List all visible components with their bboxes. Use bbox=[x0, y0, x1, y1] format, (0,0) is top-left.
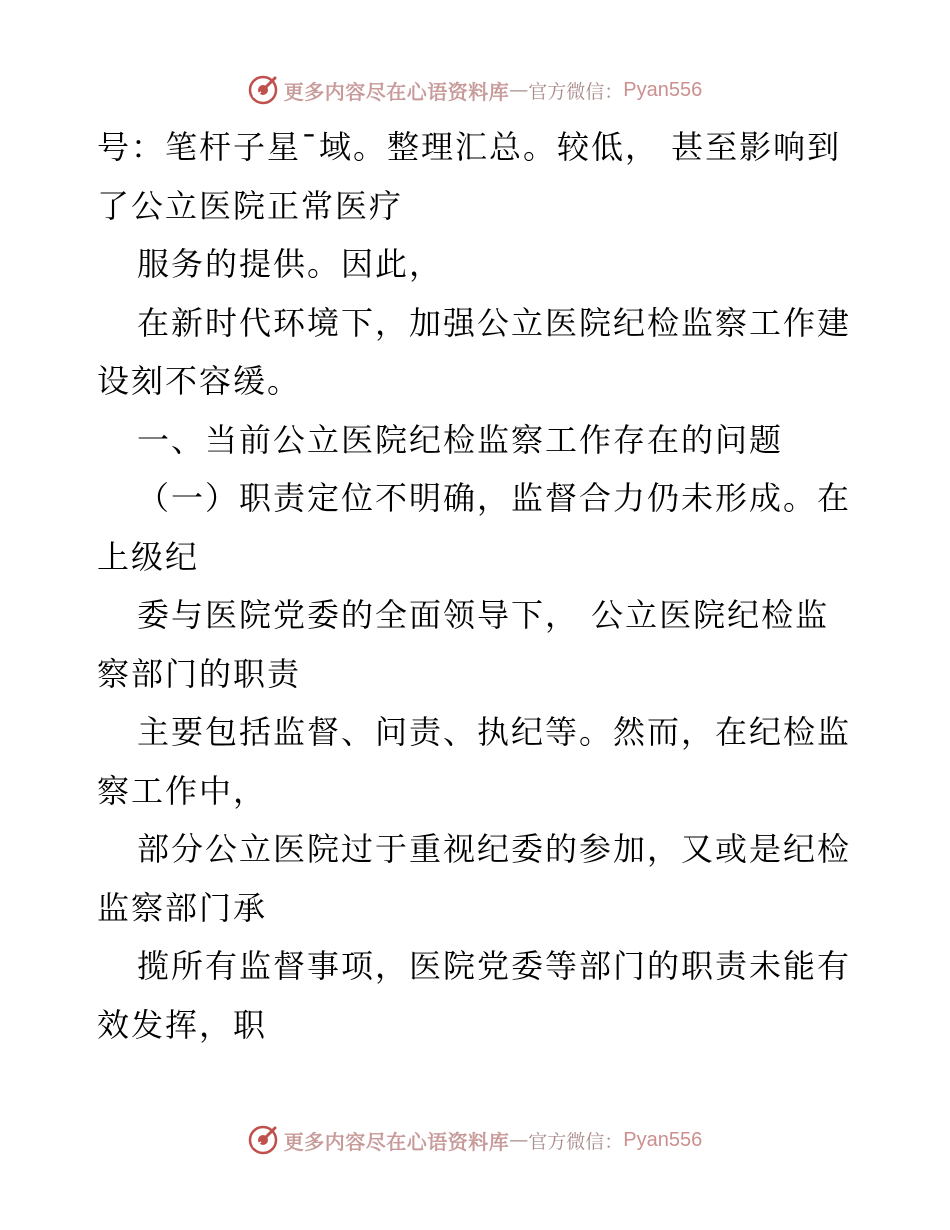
body-line: 部分公立医院过于重视纪委的参加，又或是纪检 bbox=[137, 830, 852, 868]
document-body bbox=[97, 118, 857, 1054]
body-line: 上级纪 bbox=[97, 537, 200, 576]
header-watermark-banner bbox=[0, 70, 950, 110]
separator: — bbox=[509, 1129, 529, 1151]
footer-watermark-banner bbox=[0, 1120, 950, 1160]
body-line: 号：笔杆子星¯域。整理汇总。较低， 甚至影响到 bbox=[97, 128, 842, 166]
brand-text: 更多内容尽在心语资料库 bbox=[283, 79, 510, 104]
wechat-label: 官方微信： bbox=[528, 80, 624, 103]
body-line: 主要包括监督、问责、执纪等。然而，在纪检监 bbox=[137, 713, 852, 751]
body-line: 察工作中， bbox=[97, 771, 268, 810]
pen-logo-icon bbox=[248, 75, 278, 105]
body-line: 委与医院党委的全面领导下， 公立医院纪检监 bbox=[137, 596, 830, 634]
body-line: 设刻不容缓。 bbox=[97, 362, 302, 400]
wechat-label: 官方微信： bbox=[528, 1130, 624, 1153]
wechat-id: Pyan556 bbox=[623, 1128, 703, 1151]
body-line: 在新时代环境下，加强公立医院纪检监察工作建 bbox=[137, 303, 852, 342]
pen-logo-icon bbox=[248, 1125, 278, 1155]
body-line: 效发挥，职 bbox=[97, 1005, 268, 1044]
body-line: 了公立医院正常医疗 bbox=[97, 186, 404, 225]
body-line: 服务的提供。因此， bbox=[137, 245, 444, 283]
brand-text: 更多内容尽在心语资料库 bbox=[283, 1129, 510, 1154]
body-line: 揽所有监督事项，医院党委等部门的职责未能有 bbox=[137, 947, 852, 985]
subsection-heading: （一）职责定位不明确，监督合力仍未形成。在 bbox=[137, 479, 852, 517]
body-line: 监察部门承 bbox=[97, 888, 268, 927]
separator: — bbox=[509, 79, 529, 101]
body-line: 察部门的职责 bbox=[97, 654, 302, 693]
wechat-id: Pyan556 bbox=[623, 78, 703, 101]
section-heading: 一、当前公立医院纪检监察工作存在的问题 bbox=[137, 420, 784, 459]
